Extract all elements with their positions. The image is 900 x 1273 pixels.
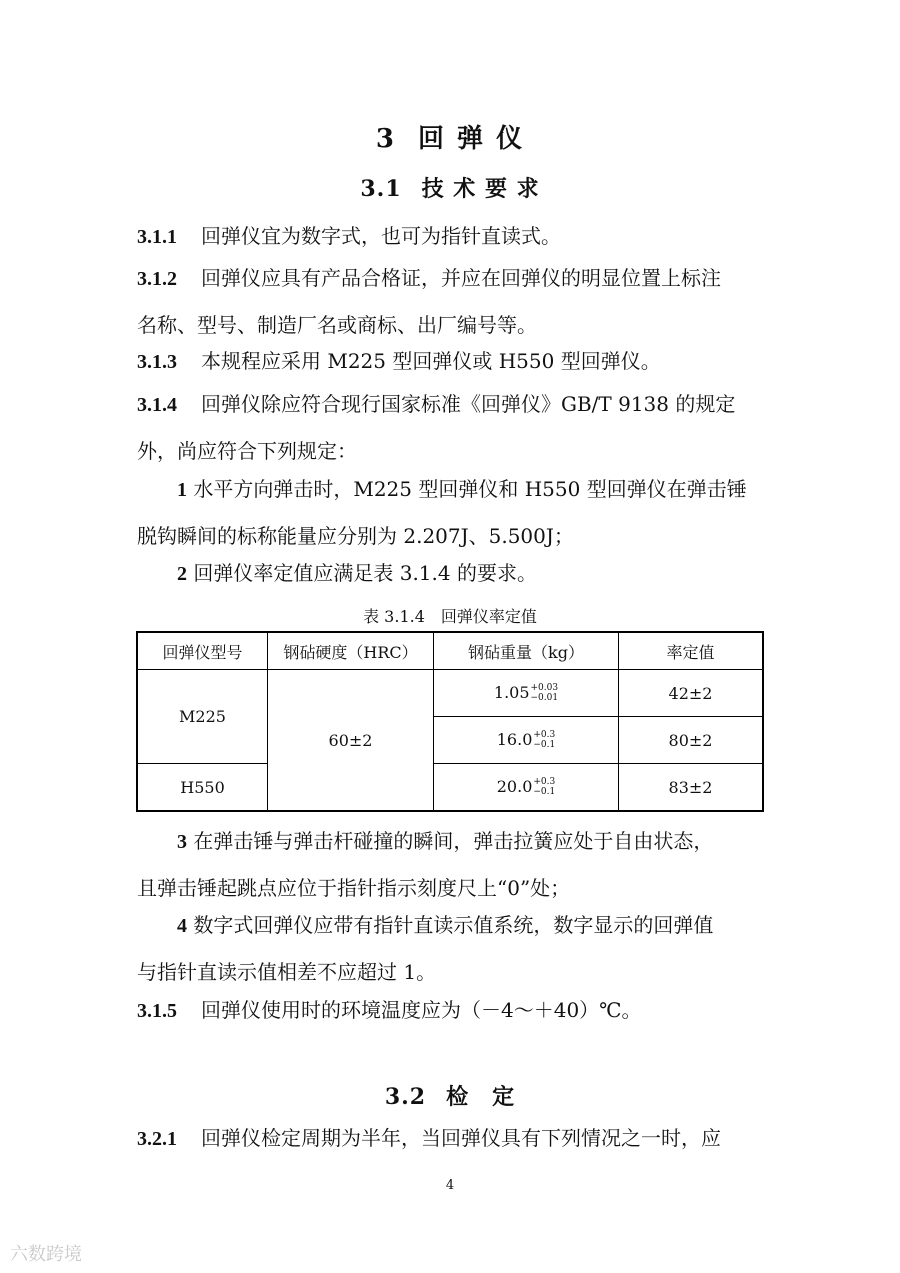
section-title-3-1 <box>0 172 900 203</box>
weight-upper-tol: +0.03 <box>530 683 559 694</box>
cell-model-h550: H550 <box>137 764 268 812</box>
clause-text: 回弹仪宜为数字式，也可为指针直读式。 <box>201 224 561 248</box>
clause-number: 3.1.3 <box>137 351 177 373</box>
weight-base: 20.0 <box>496 776 533 796</box>
table-caption: 表 3.1.4 回弹仪率定值 <box>363 607 537 626</box>
clause-number: 3.1.4 <box>137 394 177 416</box>
cell-weight <box>434 764 619 812</box>
section-number: 3.2 <box>384 1084 427 1110</box>
clause-text: 回弹仪除应符合现行国家标准《回弹仪》GB/T 9138 的规定 <box>201 392 736 416</box>
section-title-text: 技 术 要 求 <box>421 176 540 202</box>
table-header-row <box>137 632 763 670</box>
clause-text: 回弹仪检定周期为半年，当回弹仪具有下列情况之一时，应 <box>201 1126 721 1150</box>
chapter-title-text: 回 弹 仪 <box>417 124 525 154</box>
weight-lower-tol: −0.1 <box>533 740 556 751</box>
clause-3-1-1 <box>137 213 762 260</box>
cell-weight <box>434 717 619 764</box>
page-number: 4 <box>445 1178 455 1193</box>
item-text: 在弹击锤与弹击杆碰撞的瞬间，弹击拉簧应处于自由状态， <box>193 829 714 853</box>
cell-model-m225: M225 <box>137 670 268 764</box>
watermark: 六数跨境 <box>10 1244 82 1265</box>
calibration-table <box>136 631 764 812</box>
item-2 <box>137 550 762 597</box>
clause-text: 回弹仪使用时的环境温度应为（－4～＋40）℃。 <box>201 998 642 1022</box>
item-number: 1 <box>177 479 187 501</box>
weight-lower-tol: −0.1 <box>533 787 556 798</box>
clause-text-cont: 外，尚应符合下列规定： <box>137 439 357 463</box>
weight-base: 1.05 <box>493 682 530 702</box>
item-number: 4 <box>177 915 187 937</box>
clause-text: 本规程应采用 M225 型回弹仪或 H550 型回弹仪。 <box>201 349 661 373</box>
table-row <box>137 670 763 717</box>
clause-3-1-4 <box>137 381 762 474</box>
weight-base: 16.0 <box>496 729 533 749</box>
weight-upper-tol: +0.3 <box>533 730 556 741</box>
header-hardness: 钢砧硬度（HRC） <box>268 632 434 670</box>
chapter-title <box>0 118 900 155</box>
header-model: 回弹仪型号 <box>137 632 268 670</box>
item-number: 2 <box>177 563 187 585</box>
item-text-cont: 脱钩瞬间的标称能量应分别为 2.207J、5.500J； <box>137 524 574 548</box>
section-number: 3.1 <box>360 176 402 202</box>
cell-value: 83±2 <box>619 764 764 812</box>
item-1 <box>137 466 762 559</box>
clause-3-2-1 <box>137 1115 762 1162</box>
chapter-number: 3 <box>375 124 396 154</box>
section-title-text: 检 定 <box>446 1084 516 1110</box>
header-weight: 钢砧重量（kg） <box>434 632 619 670</box>
item-text: 回弹仪率定值应满足表 3.1.4 的要求。 <box>193 561 537 585</box>
item-number: 3 <box>177 831 187 853</box>
cell-weight <box>434 670 619 717</box>
item-text-cont: 与指针直读示值相差不应超过 1。 <box>137 960 437 984</box>
weight-upper-tol: +0.3 <box>533 777 556 788</box>
clause-number: 3.2.1 <box>137 1128 177 1150</box>
cell-value: 80±2 <box>619 717 764 764</box>
clause-3-1-5 <box>137 987 762 1034</box>
weight-lower-tol: −0.01 <box>530 693 559 704</box>
table-row <box>137 764 763 812</box>
cell-value: 42±2 <box>619 670 764 717</box>
clause-3-1-2 <box>137 255 762 348</box>
clause-number: 3.1.1 <box>137 226 177 248</box>
clause-number: 3.1.5 <box>137 1000 177 1022</box>
item-text: 水平方向弹击时，M225 型回弹仪和 H550 型回弹仪在弹击锤 <box>193 477 747 501</box>
clause-3-1-3 <box>137 338 762 385</box>
item-4 <box>137 902 762 995</box>
item-text: 数字式回弹仪应带有指针直读示值系统，数字显示的回弹值 <box>193 913 714 937</box>
clause-text-cont: 名称、型号、制造厂名或商标、出厂编号等。 <box>137 313 537 337</box>
cell-hardness: 60±2 <box>268 670 434 812</box>
item-3 <box>137 818 762 911</box>
item-text-cont: 且弹击锤起跳点应位于指针指示刻度尺上“0”处； <box>137 876 571 900</box>
section-title-3-2 <box>0 1080 900 1111</box>
header-value: 率定值 <box>619 632 764 670</box>
clause-text: 回弹仪应具有产品合格证，并应在回弹仪的明显位置上标注 <box>201 266 721 290</box>
clause-number: 3.1.2 <box>137 268 177 290</box>
